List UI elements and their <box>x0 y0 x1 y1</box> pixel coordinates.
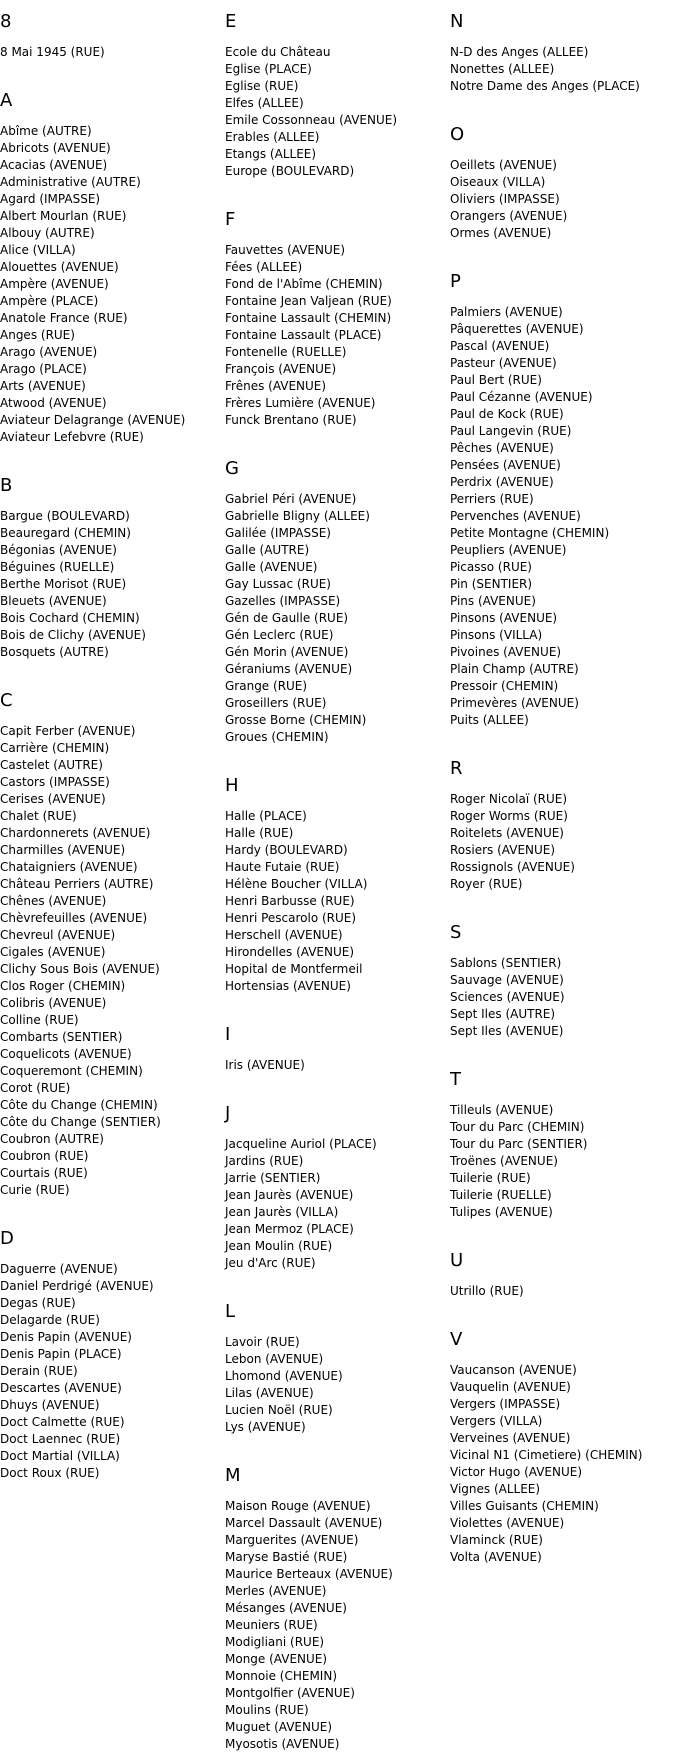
street-item: Coubron (AUTRE) <box>0 1132 104 1146</box>
street-item: Pâquerettes (AVENUE) <box>450 322 584 336</box>
street-item: Albert Mourlan (RUE) <box>0 209 127 223</box>
street-item: Vergers (VILLA) <box>450 1414 543 1428</box>
street-item: Paul Langevin (RUE) <box>450 424 572 438</box>
street-item: Charmilles (AVENUE) <box>0 843 126 857</box>
section-letter-heading: E <box>225 11 237 32</box>
street-item: Hélène Boucher (VILLA) <box>225 877 368 891</box>
street-item: Fontaine Jean Valjean (RUE) <box>225 294 392 308</box>
street-item: Chevreul (AVENUE) <box>0 928 116 942</box>
street-item: Gabriel Péri (AVENUE) <box>225 492 357 506</box>
section-letter-heading: S <box>450 922 462 943</box>
street-item: Merles (AVENUE) <box>225 1584 327 1598</box>
street-item: Troënes (AVENUE) <box>450 1154 558 1168</box>
street-item: Lucien Noël (RUE) <box>225 1403 333 1417</box>
street-item: Courtais (RUE) <box>0 1166 88 1180</box>
street-item: Delagarde (RUE) <box>0 1313 100 1327</box>
street-item: N-D des Anges (ALLEE) <box>450 45 589 59</box>
street-item: Curie (RUE) <box>0 1183 70 1197</box>
street-item: Coquelicots (AVENUE) <box>0 1047 132 1061</box>
street-item: Hirondelles (AVENUE) <box>225 945 355 959</box>
street-item: Cerises (AVENUE) <box>0 792 106 806</box>
street-item: Tulipes (AVENUE) <box>450 1205 553 1219</box>
section-letter-heading: R <box>450 758 463 779</box>
street-item: Perriers (RUE) <box>450 492 534 506</box>
section-letter-heading: I <box>225 1024 231 1045</box>
street-item: Tuilerie (RUELLE) <box>450 1188 552 1202</box>
street-item: Lhomond (AVENUE) <box>225 1369 343 1383</box>
street-item: Alouettes (AVENUE) <box>0 260 119 274</box>
street-item: Alice (VILLA) <box>0 243 76 257</box>
street-item: Galle (AUTRE) <box>225 543 310 557</box>
street-item: Vergers (IMPASSE) <box>450 1397 561 1411</box>
street-item: Carrière (CHEMIN) <box>0 741 110 755</box>
street-item: Lys (AVENUE) <box>225 1420 306 1434</box>
street-item: Colline (RUE) <box>0 1013 79 1027</box>
street-item: Jean Mermoz (PLACE) <box>225 1222 354 1236</box>
street-item: Etangs (ALLEE) <box>225 147 317 161</box>
street-item: Ampère (PLACE) <box>0 294 99 308</box>
letter-section <box>450 1318 675 1566</box>
street-item: Pressoir (CHEMIN) <box>450 679 559 693</box>
street-item: Verveines (AVENUE) <box>450 1431 571 1445</box>
street-item: Fontenelle (RUELLE) <box>225 345 347 359</box>
section-letter-heading: M <box>225 1465 241 1486</box>
street-item: Jean Moulin (RUE) <box>225 1239 333 1253</box>
street-item: Jeu d'Arc (RUE) <box>225 1256 316 1270</box>
street-item: Abîme (AUTRE) <box>0 124 92 138</box>
street-item: Oliviers (IMPASSE) <box>450 192 560 206</box>
street-item: Monge (AVENUE) <box>225 1652 328 1666</box>
street-item: Arago (AVENUE) <box>0 345 98 359</box>
street-item: Doct Laennec (RUE) <box>0 1432 121 1446</box>
street-item: Doct Martial (VILLA) <box>0 1449 120 1463</box>
street-item: Tilleuls (AVENUE) <box>450 1103 554 1117</box>
street-item: Jacqueline Auriol (PLACE) <box>225 1137 377 1151</box>
street-item: Vicinal N1 (Cimetiere) (CHEMIN) <box>450 1448 643 1462</box>
street-item: Peupliers (AVENUE) <box>450 543 567 557</box>
letter-section <box>450 113 675 242</box>
street-item: Galilée (IMPASSE) <box>225 526 331 540</box>
street-item: Agard (IMPASSE) <box>0 192 101 206</box>
street-item: Jarrie (SENTIER) <box>225 1171 321 1185</box>
street-item: Oiseaux (VILLA) <box>450 175 546 189</box>
street-item: Modigliani (RUE) <box>225 1635 325 1649</box>
street-item: Erables (ALLEE) <box>225 130 320 144</box>
street-item: Muguet (AVENUE) <box>225 1720 333 1734</box>
street-item: Gazelles (IMPASSE) <box>225 594 341 608</box>
street-index-column-1 <box>0 0 225 1482</box>
street-item: Sept Iles (AVENUE) <box>450 1024 564 1038</box>
street-item: Halle (RUE) <box>225 826 294 840</box>
street-item: Château Perriers (AUTRE) <box>0 877 154 891</box>
street-item: Mésanges (AVENUE) <box>225 1601 347 1615</box>
letter-section <box>225 447 450 746</box>
section-letter-heading: F <box>225 209 236 230</box>
street-item: Berthe Morisot (RUE) <box>0 577 127 591</box>
street-item: Albouy (AUTRE) <box>0 226 95 240</box>
street-item: Castelet (AUTRE) <box>0 758 103 772</box>
street-item: Côte du Change (CHEMIN) <box>0 1098 158 1112</box>
street-item: Sept Iles (AUTRE) <box>450 1007 556 1021</box>
street-item: Paul Bert (RUE) <box>450 373 542 387</box>
street-item: Pins (AVENUE) <box>450 594 536 608</box>
street-item: Primevères (AVENUE) <box>450 696 579 710</box>
street-item: Oeillets (AVENUE) <box>450 158 557 172</box>
street-item: Anatole France (RUE) <box>0 311 128 325</box>
street-item: Sciences (AVENUE) <box>450 990 565 1004</box>
street-item: Pivoines (AVENUE) <box>450 645 562 659</box>
street-item: Palmiers (AVENUE) <box>450 305 563 319</box>
street-item: Arts (AVENUE) <box>0 379 86 393</box>
letter-section <box>450 260 675 729</box>
letter-section <box>225 198 450 429</box>
street-item: Bosquets (AUTRE) <box>0 645 109 659</box>
street-item: Iris (AVENUE) <box>225 1058 305 1072</box>
street-item: Jean Jaurès (AVENUE) <box>225 1188 354 1202</box>
street-item: Aviateur Lefebvre (RUE) <box>0 430 144 444</box>
street-item: Roger Nicolaï (RUE) <box>450 792 568 806</box>
street-item: Pensées (AVENUE) <box>450 458 561 472</box>
street-item: Henri Barbusse (RUE) <box>225 894 355 908</box>
street-item: Capit Ferber (AVENUE) <box>0 724 136 738</box>
street-item: Colibris (AVENUE) <box>0 996 107 1010</box>
street-item: Gay Lussac (RUE) <box>225 577 331 591</box>
street-item: Maurice Berteaux (AVENUE) <box>225 1567 393 1581</box>
street-item: Violettes (AVENUE) <box>450 1516 565 1530</box>
street-item: Halle (PLACE) <box>225 809 307 823</box>
letter-section <box>225 0 450 180</box>
section-letter-heading: T <box>450 1069 461 1090</box>
section-letter-heading: P <box>450 271 461 292</box>
street-item: Lebon (AVENUE) <box>225 1352 324 1366</box>
section-letter-heading: D <box>0 1228 14 1249</box>
section-letter-heading: J <box>225 1103 231 1124</box>
street-item: Perdrix (AVENUE) <box>450 475 554 489</box>
street-item: Sablons (SENTIER) <box>450 956 562 970</box>
street-item: Victor Hugo (AVENUE) <box>450 1465 583 1479</box>
letter-section <box>225 1092 450 1272</box>
street-item: Pin (SENTIER) <box>450 577 533 591</box>
street-item: Nonettes (ALLEE) <box>450 62 555 76</box>
street-item: Eglise (RUE) <box>225 79 299 93</box>
street-item: Chataigniers (AVENUE) <box>0 860 138 874</box>
street-item: Jean Jaurès (VILLA) <box>225 1205 339 1219</box>
street-item: Marcel Dassault (AVENUE) <box>225 1516 383 1530</box>
street-item: Administrative (AUTRE) <box>0 175 141 189</box>
street-item: Monnoie (CHEMIN) <box>225 1669 337 1683</box>
street-item: Coubron (RUE) <box>0 1149 89 1163</box>
street-item: Funck Brentano (RUE) <box>225 413 357 427</box>
letter-section <box>225 1290 450 1436</box>
street-item: Elfes (ALLEE) <box>225 96 304 110</box>
street-index-column-3 <box>450 0 675 1566</box>
street-item: Picasso (RUE) <box>450 560 532 574</box>
street-item: Frères Lumière (AVENUE) <box>225 396 376 410</box>
street-item: Volta (AVENUE) <box>450 1550 542 1564</box>
street-item: Rossignols (AVENUE) <box>450 860 575 874</box>
street-item: Cigales (AVENUE) <box>0 945 106 959</box>
letter-section <box>0 79 225 446</box>
street-item: Chardonnerets (AVENUE) <box>0 826 151 840</box>
street-item: Doct Calmette (RUE) <box>0 1415 125 1429</box>
street-item: Tuilerie (RUE) <box>450 1171 531 1185</box>
street-item: Descartes (AVENUE) <box>0 1381 122 1395</box>
street-item: Vlaminck (RUE) <box>450 1533 543 1547</box>
street-item: Chalet (RUE) <box>0 809 77 823</box>
street-item: Vignes (ALLEE) <box>450 1482 541 1496</box>
street-item: Hortensias (AVENUE) <box>225 979 351 993</box>
street-item: Pêches (AVENUE) <box>450 441 554 455</box>
street-item: Gabrielle Bligny (ALLEE) <box>225 509 370 523</box>
section-letter-heading: B <box>0 475 13 496</box>
street-item: Clos Roger (CHEMIN) <box>0 979 126 993</box>
street-item: Chèvrefeuilles (AVENUE) <box>0 911 148 925</box>
street-item: Hardy (BOULEVARD) <box>225 843 348 857</box>
street-item: Europe (BOULEVARD) <box>225 164 355 178</box>
street-item: Castors (IMPASSE) <box>0 775 110 789</box>
letter-section <box>0 0 225 61</box>
street-item: Anges (RUE) <box>0 328 75 342</box>
street-item: Combarts (SENTIER) <box>0 1030 123 1044</box>
street-item: Groues (CHEMIN) <box>225 730 329 744</box>
street-item: Vauquelin (AVENUE) <box>450 1380 571 1394</box>
street-item: Lilas (AVENUE) <box>225 1386 314 1400</box>
street-item: Tour du Parc (SENTIER) <box>450 1137 588 1151</box>
street-item: Aviateur Delagrange (AVENUE) <box>0 413 186 427</box>
street-item: Gén de Gaulle (RUE) <box>225 611 349 625</box>
street-item: Fauvettes (AVENUE) <box>225 243 346 257</box>
street-item: Ampère (AVENUE) <box>0 277 109 291</box>
street-item: Paul Cézanne (AVENUE) <box>450 390 593 404</box>
section-letter-heading: G <box>225 458 239 479</box>
street-item: Vaucanson (AVENUE) <box>450 1363 577 1377</box>
street-item: Fontaine Lassault (PLACE) <box>225 328 382 342</box>
letter-section <box>225 764 450 995</box>
street-item: Haute Futaie (RUE) <box>225 860 340 874</box>
street-item: Bleuets (AVENUE) <box>0 594 107 608</box>
letter-section <box>0 1217 225 1482</box>
street-item: Clichy Sous Bois (AVENUE) <box>0 962 160 976</box>
street-item: Denis Papin (PLACE) <box>0 1347 122 1361</box>
street-item: Bargue (BOULEVARD) <box>0 509 130 523</box>
street-item: Herschell (AVENUE) <box>225 928 343 942</box>
street-item: Coqueremont (CHEMIN) <box>0 1064 143 1078</box>
street-item: Myosotis (AVENUE) <box>225 1737 340 1751</box>
street-item: Pasteur (AVENUE) <box>450 356 557 370</box>
street-item: Utrillo (RUE) <box>450 1284 524 1298</box>
street-item: Ormes (AVENUE) <box>450 226 552 240</box>
street-item: Chênes (AVENUE) <box>0 894 107 908</box>
street-item: Tour du Parc (CHEMIN) <box>450 1120 585 1134</box>
street-item: Daniel Perdrigé (AVENUE) <box>0 1279 154 1293</box>
letter-section <box>450 747 675 893</box>
street-item: Denis Papin (AVENUE) <box>0 1330 132 1344</box>
street-item: Petite Montagne (CHEMIN) <box>450 526 610 540</box>
street-item: Bois Cochard (CHEMIN) <box>0 611 140 625</box>
letter-section <box>225 1454 450 1753</box>
street-item: Hopital de Montfermeil <box>225 962 363 976</box>
street-item: Bégonias (AVENUE) <box>0 543 117 557</box>
street-item: Corot (RUE) <box>0 1081 71 1095</box>
section-letter-heading: U <box>450 1250 464 1271</box>
street-item: Roger Worms (RUE) <box>450 809 568 823</box>
section-letter-heading: O <box>450 124 465 145</box>
street-item: Galle (AVENUE) <box>225 560 318 574</box>
street-item: Grange (RUE) <box>225 679 308 693</box>
letter-section <box>450 1239 675 1300</box>
street-item: Maison Rouge (AVENUE) <box>225 1499 371 1513</box>
street-item: Fond de l'Abîme (CHEMIN) <box>225 277 383 291</box>
letter-section <box>450 0 675 95</box>
section-letter-heading: 8 <box>0 11 12 32</box>
street-item: Frênes (AVENUE) <box>225 379 327 393</box>
street-item: Puits (ALLEE) <box>450 713 529 727</box>
section-letter-heading: L <box>225 1301 236 1322</box>
street-item: Rosiers (AVENUE) <box>450 843 556 857</box>
street-item: 8 Mai 1945 (RUE) <box>0 45 105 59</box>
letter-section <box>0 464 225 661</box>
street-item: Abricots (AVENUE) <box>0 141 111 155</box>
street-item: Pinsons (VILLA) <box>450 628 543 642</box>
street-item: Pervenches (AVENUE) <box>450 509 581 523</box>
street-item: Marguerites (AVENUE) <box>225 1533 359 1547</box>
street-item: Lavoir (RUE) <box>225 1335 300 1349</box>
street-item: Atwood (AVENUE) <box>0 396 107 410</box>
street-item: Gén Leclerc (RUE) <box>225 628 334 642</box>
street-item: Orangers (AVENUE) <box>450 209 568 223</box>
street-item: Sauvage (AVENUE) <box>450 973 564 987</box>
street-item: Jardins (RUE) <box>225 1154 304 1168</box>
street-item: Pinsons (AVENUE) <box>450 611 558 625</box>
street-item: Montgolfier (AVENUE) <box>225 1686 355 1700</box>
street-item: Pascal (AVENUE) <box>450 339 550 353</box>
street-item: Emile Cossonneau (AVENUE) <box>225 113 398 127</box>
street-item: Béguines (RUELLE) <box>0 560 115 574</box>
letter-section <box>450 911 675 1040</box>
street-item: Dhuys (AVENUE) <box>0 1398 100 1412</box>
street-item: Daguerre (AVENUE) <box>0 1262 118 1276</box>
letter-section <box>0 679 225 1199</box>
street-item: Arago (PLACE) <box>0 362 87 376</box>
street-item: Notre Dame des Anges (PLACE) <box>450 79 640 93</box>
section-letter-heading: V <box>450 1329 463 1350</box>
street-item: Meuniers (RUE) <box>225 1618 318 1632</box>
street-item: Doct Roux (RUE) <box>0 1466 100 1480</box>
street-item: Groseillers (RUE) <box>225 696 327 710</box>
section-letter-heading: N <box>450 11 464 32</box>
street-index-column-2 <box>225 0 450 1753</box>
street-item: Fées (ALLEE) <box>225 260 303 274</box>
letter-section <box>450 1058 675 1221</box>
street-item: Ecole du Château <box>225 45 331 59</box>
street-item: Côte du Change (SENTIER) <box>0 1115 161 1129</box>
section-letter-heading: A <box>0 90 13 111</box>
section-letter-heading: H <box>225 775 239 796</box>
street-item: Beauregard (CHEMIN) <box>0 526 131 540</box>
street-item: Acacias (AVENUE) <box>0 158 108 172</box>
street-item: Villes Guisants (CHEMIN) <box>450 1499 599 1513</box>
street-item: Grosse Borne (CHEMIN) <box>225 713 367 727</box>
street-item: Plain Champ (AUTRE) <box>450 662 579 676</box>
street-item: Henri Pescarolo (RUE) <box>225 911 357 925</box>
street-item: Moulins (RUE) <box>225 1703 309 1717</box>
section-letter-heading: C <box>0 690 13 711</box>
letter-section <box>225 1013 450 1074</box>
street-item: Roitelets (AVENUE) <box>450 826 564 840</box>
street-item: Bois de Clichy (AVENUE) <box>0 628 146 642</box>
street-item: Degas (RUE) <box>0 1296 76 1310</box>
street-item: Royer (RUE) <box>450 877 523 891</box>
street-item: Géraniums (AVENUE) <box>225 662 353 676</box>
street-item: Paul de Kock (RUE) <box>450 407 564 421</box>
street-item: Maryse Bastié (RUE) <box>225 1550 348 1564</box>
street-item: Fontaine Lassault (CHEMIN) <box>225 311 392 325</box>
street-item: François (AVENUE) <box>225 362 337 376</box>
street-item: Gén Morin (AVENUE) <box>225 645 349 659</box>
street-item: Eglise (PLACE) <box>225 62 312 76</box>
street-item: Derain (RUE) <box>0 1364 78 1378</box>
